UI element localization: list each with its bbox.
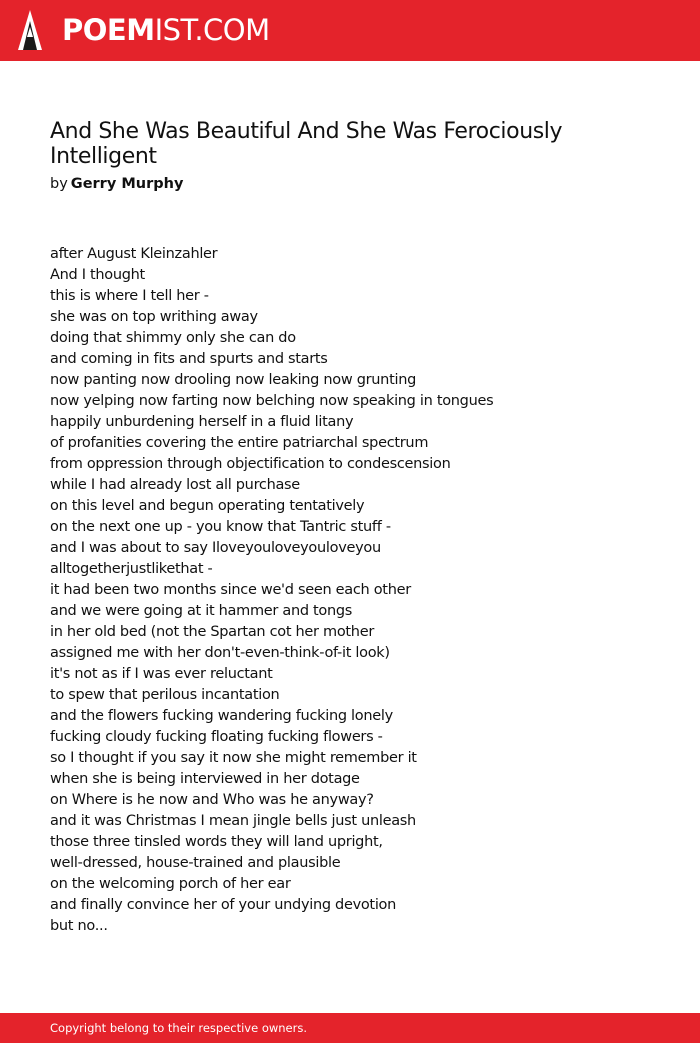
poem-line: those three tinsled words they will land upright, <box>50 834 383 850</box>
poem-line: fucking cloudy fucking floating fucking flowers - <box>50 729 383 745</box>
poem-line: happily unburdening herself in a fluid litany <box>50 414 354 430</box>
poem-line: she was on top writhing away <box>50 309 258 325</box>
by-label: by <box>50 176 68 192</box>
poem-line: and we were going at it hammer and tongs <box>50 603 353 619</box>
poem-line: from oppression through objectification to condescension <box>50 456 451 472</box>
poem-line: in her old bed (not the Spartan cot her mother <box>50 624 374 640</box>
poem-line: this is where I tell her - <box>50 288 209 304</box>
byline <box>50 174 183 194</box>
poem-line: after August Kleinzahler <box>50 246 218 262</box>
poem-line: of profanities covering the entire patriarchal spectrum <box>50 435 429 451</box>
logo-bold-text: POEM <box>62 13 155 47</box>
poem-line: assigned me with her don't-even-think-of-it look) <box>50 645 390 661</box>
poem-line: and I was about to say Iloveyouloveyouloveyou <box>50 540 381 556</box>
poem-line: and coming in fits and spurts and starts <box>50 351 328 367</box>
logo-light-text: IST.COM <box>154 13 270 47</box>
poem-line: And I thought <box>50 267 145 283</box>
poem-line: on the welcoming porch of her ear <box>50 876 291 892</box>
poem-line: to spew that perilous incantation <box>50 687 280 703</box>
author-name: Gerry Murphy <box>70 176 184 192</box>
poem-line: it's not as if I was ever reluctant <box>50 666 273 682</box>
site-footer <box>0 1013 700 1043</box>
poem-line: and the flowers fucking wandering fucking lonely <box>50 708 393 724</box>
site-header <box>0 0 700 61</box>
poem-line: and finally convince her of your undying devotion <box>50 897 397 913</box>
poem-line: but no... <box>50 918 108 934</box>
pencil-tip-icon[interactable] <box>17 9 43 51</box>
poem-body <box>50 244 670 937</box>
poem-line: on the next one up - you know that Tantric stuff - <box>50 519 391 535</box>
site-logo[interactable] <box>62 12 270 48</box>
poem-line: alltogetherjustlikethat - <box>50 561 213 577</box>
poem-line: doing that shimmy only she can do <box>50 330 296 346</box>
poem-title: And She Was Beautiful And She Was Ferociously Intelligent <box>50 119 563 169</box>
poem-line: when she is being interviewed in her dotage <box>50 771 360 787</box>
poem-line: it had been two months since we'd seen each other <box>50 582 411 598</box>
poem-line: well-dressed, house-trained and plausible <box>50 855 341 871</box>
poem-line: on this level and begun operating tentatively <box>50 498 365 514</box>
poem-line: and it was Christmas I mean jingle bells just unleash <box>50 813 416 829</box>
poem-line: so I thought if you say it now she might remember it <box>50 750 417 766</box>
poem-line: now panting now drooling now leaking now grunting <box>50 372 416 388</box>
poem-line: while I had already lost all purchase <box>50 477 300 493</box>
poem-line: now yelping now farting now belching now speaking in tongues <box>50 393 494 409</box>
poem-line: on Where is he now and Who was he anyway? <box>50 792 374 808</box>
copyright-notice: Copyright belong to their respective owners. <box>50 1021 308 1035</box>
